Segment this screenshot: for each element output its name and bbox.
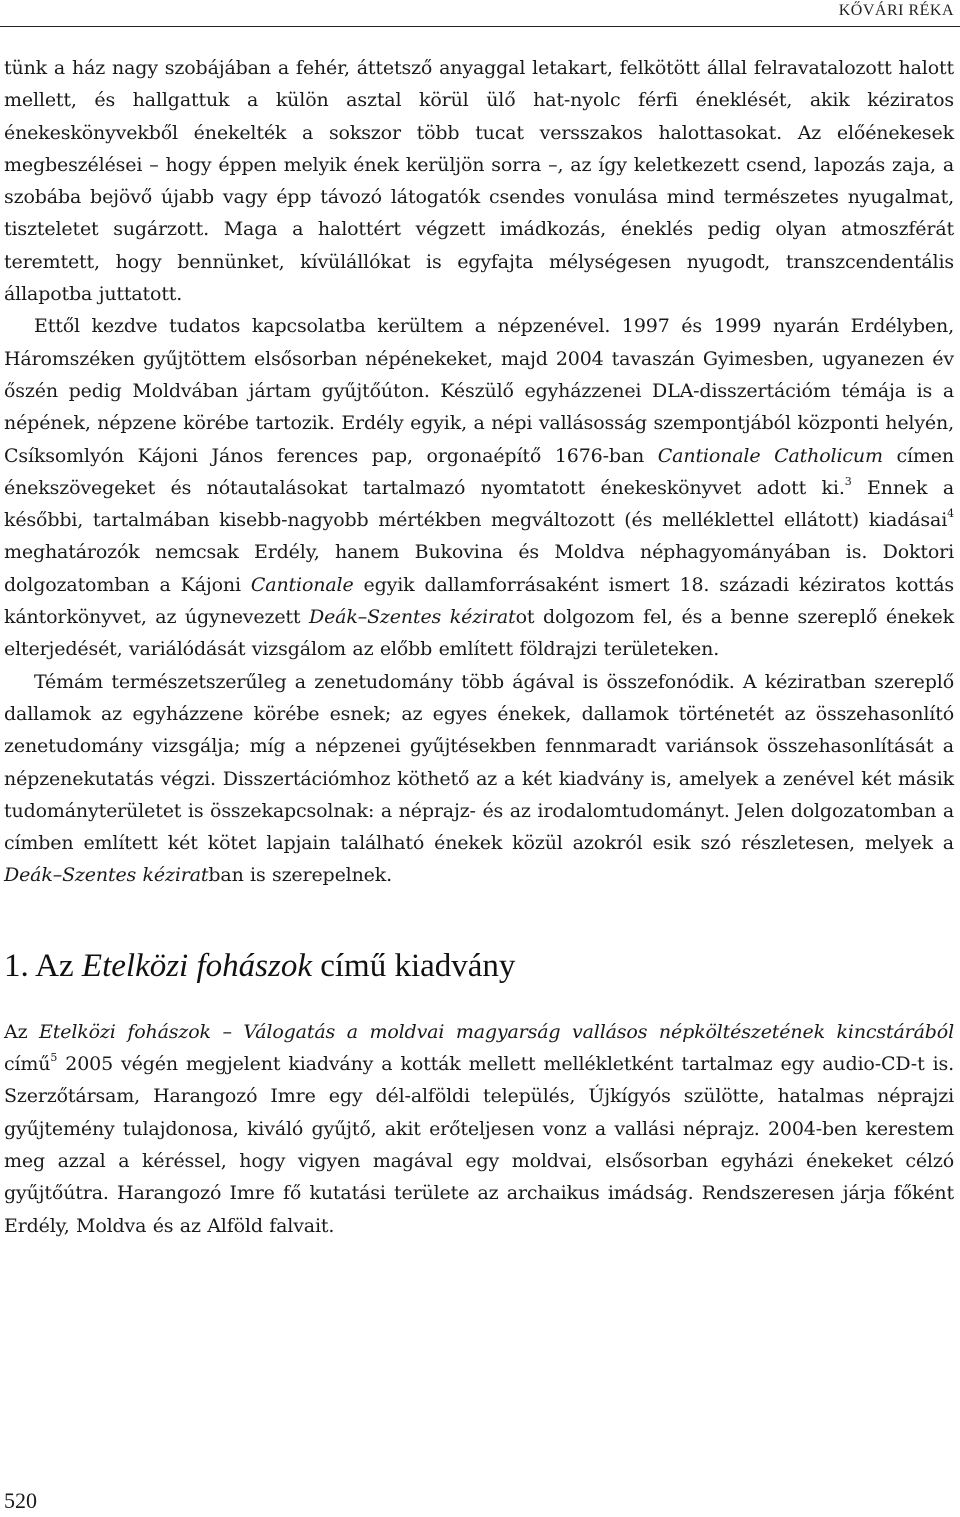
italic-title: Etelközi fohászok – Válogatás a moldvai magyarság vallásos népköltészetének kincstárából — [39, 1020, 955, 1043]
heading-prefix: 1. Az — [4, 947, 82, 984]
paragraph-1: tünk a ház nagy szobájában a fehér, áttetsző anyaggal letakart, felkötött állal felravatalozott halott mellett, és hallgattuk a külön asztal körül ülő hat-nyolc férfi éneklését, akik kéziratos énekeskönyvekből énekelték a sokszor több tucat versszakos halottasokat. Az előénekesek megbeszélései – hogy éppen melyik ének kerüljön sorra –, az így keletkezett csend, lapozás zaja, a szobába bejövő újabb vagy épp távozó látogatók csendes vonulása mind természetes nyugalmat, tiszteletet sugárzott. Maga a halottért végzett imádkozás, éneklés pedig olyan atmoszférát teremtett, hogy bennünket, kívülállókat is egyfajta mélységesen nyugodt, transzcendentális állapotba juttatott. — [4, 57, 954, 306]
text-run: Az — [4, 1020, 40, 1043]
heading-suffix: című kiadvány — [311, 947, 516, 984]
text-run: ot dolgozom fel, és a benne szereplő énekek elterjedését, variálódását vizsgálom az előbb említett földrajzi területeken. — [4, 606, 954, 661]
text-run: Ettől kezdve tudatos kapcsolatba kerültem a népzenével. 1997 és 1999 nyarán Erdélyben, Háromszéken gyűjtöttem elsősorban népénekeket, majd 2004 tavaszán Gyimesben, ugyanezen év őszén pedig Moldvában jártam gyűjtőúton. Készülő egyházzenei DLA-disszertációm témája is a népének, népzene körébe tartozik. Erdély egyik, a népi vallásosság szempontjából központi helyén, Csíksomlyón Kájoni János ferences pap, orgonaépítő 1676-ban — [4, 315, 954, 467]
header-rule — [0, 26, 960, 27]
italic-title: Deák–Szentes kézirat — [309, 606, 516, 629]
italic-title: Cantionale Catholicum — [657, 444, 883, 467]
text-run: címen énekszövegeket és nótautalásokat tartalmazó nyomtatott énekeskönyvet adott ki. — [4, 444, 954, 499]
text-run: című — [4, 1053, 51, 1076]
footnote-marker[interactable]: 3 — [844, 474, 852, 488]
text-run: ban is szerepelnek. — [208, 864, 393, 887]
italic-title: Cantionale — [250, 573, 354, 596]
running-header: KŐVÁRI RÉKA — [838, 2, 954, 19]
text-run: Témám természetszerűleg a zenetudomány több ágával is összefonódik. A kéziratban szereplő dallamok az egyházzene körébe esnek; az egyes énekek, dallamok történetét az összehasonlító zenetudomány vizsgálja; míg a népzenei gyűjtésekben fennmaradt variánsok összehasonlítását a népzenekutatás végzi. Disszertációmhoz köthető az a két kiadvány is, amelyek a zenével két másik tudományterületet is összekapcsolnak: a néprajz- és az irodalomtudományt. Jelen dolgozatomban a címben említett két kötet lapjain található énekek közül azokról esik szó részletesen, melyek a — [4, 670, 954, 855]
footnote-marker[interactable]: 5 — [50, 1050, 58, 1064]
footnote-marker[interactable]: 4 — [947, 506, 954, 520]
heading-italic: Etelközi fohászok — [81, 947, 312, 984]
section-paragraph-1 — [4, 1016, 954, 1242]
page-number: 520 — [4, 1488, 37, 1513]
body-text — [4, 52, 954, 1242]
paragraph-2 — [4, 310, 954, 665]
text-run: Ennek a későbbi, tartalmában kisebb-nagyobb mértékben megváltozott (és melléklettel ellátott) kiadásai — [4, 476, 954, 532]
text-run: 2005 végén megjelent kiadvány a kották mellett mellékletként tartalmaz egy audio-CD-t is. Szerzőtársam, Harangozó Imre egy dél-alföldi település, Újkígyós szülötte, hatalmas néprajzi gyűjtemény tulajdonosa, kiváló gyűjtő, akit erőteljesen vonz a vallási néprajz. 2004-ben kerestem meg azzal a kéréssel, hogy vigyen magával egy moldvai, elsősorban egyházi énekeket célzó gyűjtőútra. Harangozó Imre fő kutatási területe az archaikus imádság. Rendszeresen járja főként Erdély, Moldva és az Alföld falvait. — [4, 1053, 954, 1237]
text-run: egyik dallamforrásaként ismert 18. századi kéziratos kottás kántorkönyvet, az úgynevezett — [4, 573, 954, 629]
text-run: meghatározók nemcsak Erdély, hanem Bukovina és Moldva néphagyományában is. Doktori dolgozatomban a Kájoni — [4, 541, 954, 596]
paragraph-3 — [4, 666, 954, 892]
italic-title: Deák–Szentes kézirat — [4, 864, 209, 887]
section-heading — [4, 944, 954, 988]
